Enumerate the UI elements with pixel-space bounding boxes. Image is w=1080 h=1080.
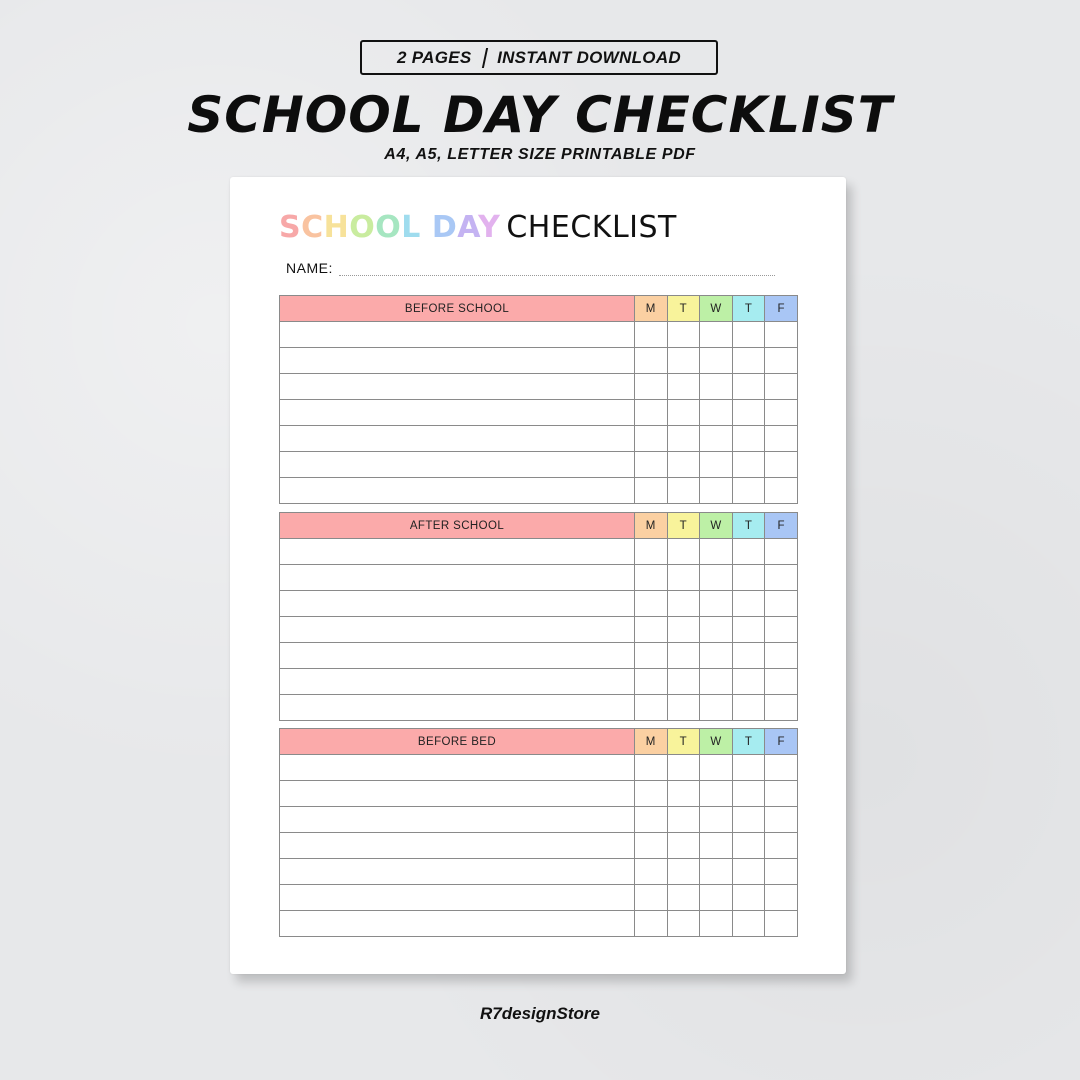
badge-divider <box>481 48 487 68</box>
check-cell[interactable] <box>635 859 668 885</box>
table-row <box>280 833 798 859</box>
table-row <box>280 617 798 643</box>
check-cell[interactable] <box>635 591 668 617</box>
check-cell[interactable] <box>765 911 798 937</box>
table-row <box>280 643 798 669</box>
check-cell[interactable] <box>732 911 765 937</box>
check-cell[interactable] <box>765 478 798 504</box>
check-cell[interactable] <box>635 669 668 695</box>
check-cell[interactable] <box>635 322 668 348</box>
check-cell[interactable] <box>732 452 765 478</box>
table-row <box>280 565 798 591</box>
check-cell[interactable] <box>732 322 765 348</box>
check-cell[interactable] <box>635 781 668 807</box>
check-cell[interactable] <box>700 452 733 478</box>
check-cell[interactable] <box>732 539 765 565</box>
section-table <box>279 728 798 937</box>
task-cell[interactable] <box>280 643 635 669</box>
day-header: W <box>700 296 733 322</box>
table-row <box>280 400 798 426</box>
task-cell[interactable] <box>280 695 635 721</box>
task-cell[interactable] <box>280 807 635 833</box>
check-cell[interactable] <box>635 643 668 669</box>
check-cell[interactable] <box>732 781 765 807</box>
check-cell[interactable] <box>667 452 700 478</box>
check-cell[interactable] <box>667 833 700 859</box>
check-cell[interactable] <box>700 859 733 885</box>
section-header-row <box>280 296 798 322</box>
checklist-sheet <box>230 177 846 974</box>
check-cell[interactable] <box>765 426 798 452</box>
check-cell[interactable] <box>700 911 733 937</box>
check-cell[interactable] <box>765 322 798 348</box>
check-cell[interactable] <box>635 426 668 452</box>
table-row <box>280 911 798 937</box>
task-cell[interactable] <box>280 669 635 695</box>
check-cell[interactable] <box>765 452 798 478</box>
day-header: M <box>635 729 668 755</box>
check-cell[interactable] <box>732 565 765 591</box>
check-cell[interactable] <box>765 807 798 833</box>
table-row <box>280 322 798 348</box>
check-cell[interactable] <box>667 348 700 374</box>
section-title: BEFORE BED <box>280 729 635 755</box>
check-cell[interactable] <box>700 591 733 617</box>
check-cell[interactable] <box>765 643 798 669</box>
name-label: NAME: <box>286 260 333 276</box>
check-cell[interactable] <box>765 374 798 400</box>
table-row <box>280 426 798 452</box>
title-letter: S <box>279 210 302 245</box>
sheet-title-rainbow <box>279 210 500 245</box>
check-cell[interactable] <box>700 669 733 695</box>
check-cell[interactable] <box>667 478 700 504</box>
check-cell[interactable] <box>700 539 733 565</box>
check-cell[interactable] <box>732 426 765 452</box>
check-cell[interactable] <box>732 833 765 859</box>
check-cell[interactable] <box>765 400 798 426</box>
sheet-title <box>279 210 677 246</box>
title-letter <box>421 210 432 245</box>
title-letter: A <box>457 210 479 245</box>
check-cell[interactable] <box>765 885 798 911</box>
section-header-row <box>280 513 798 539</box>
check-cell[interactable] <box>635 695 668 721</box>
check-cell[interactable] <box>700 348 733 374</box>
table-row <box>280 859 798 885</box>
table-row <box>280 374 798 400</box>
day-header: T <box>667 513 700 539</box>
section-header-row <box>280 729 798 755</box>
check-cell[interactable] <box>700 781 733 807</box>
store-name: R7designStore <box>480 1004 600 1023</box>
check-cell[interactable] <box>700 885 733 911</box>
check-cell[interactable] <box>700 755 733 781</box>
check-cell[interactable] <box>700 695 733 721</box>
check-cell[interactable] <box>667 374 700 400</box>
check-cell[interactable] <box>765 591 798 617</box>
day-header: T <box>667 296 700 322</box>
check-cell[interactable] <box>732 669 765 695</box>
check-cell[interactable] <box>667 643 700 669</box>
table-row <box>280 669 798 695</box>
check-cell[interactable] <box>765 565 798 591</box>
check-cell[interactable] <box>635 807 668 833</box>
table-row <box>280 807 798 833</box>
check-cell[interactable] <box>732 885 765 911</box>
task-cell[interactable] <box>280 452 635 478</box>
check-cell[interactable] <box>700 426 733 452</box>
title-letter: O <box>375 210 402 245</box>
check-cell[interactable] <box>635 565 668 591</box>
check-cell[interactable] <box>667 539 700 565</box>
badge-download: INSTANT DOWNLOAD <box>497 47 681 67</box>
check-cell[interactable] <box>635 478 668 504</box>
check-cell[interactable] <box>765 617 798 643</box>
check-cell[interactable] <box>732 591 765 617</box>
day-header: W <box>700 513 733 539</box>
day-header: F <box>765 729 798 755</box>
task-cell[interactable] <box>280 833 635 859</box>
check-cell[interactable] <box>732 348 765 374</box>
task-cell[interactable] <box>280 911 635 937</box>
subtitle: A4, A5, LETTER SIZE PRINTABLE PDF <box>384 146 696 163</box>
title-letter: D <box>431 210 458 245</box>
check-cell[interactable] <box>635 885 668 911</box>
table-row <box>280 695 798 721</box>
title-letter: Y <box>478 210 501 245</box>
table-row <box>280 591 798 617</box>
task-cell[interactable] <box>280 591 635 617</box>
title-letter: H <box>323 210 350 245</box>
check-cell[interactable] <box>700 478 733 504</box>
check-cell[interactable] <box>700 643 733 669</box>
check-cell[interactable] <box>635 452 668 478</box>
day-header: T <box>732 729 765 755</box>
task-cell[interactable] <box>280 478 635 504</box>
check-cell[interactable] <box>635 911 668 937</box>
day-header: M <box>635 513 668 539</box>
task-cell[interactable] <box>280 755 635 781</box>
check-cell[interactable] <box>700 322 733 348</box>
table-row <box>280 885 798 911</box>
name-line[interactable] <box>339 263 775 276</box>
check-cell[interactable] <box>765 348 798 374</box>
task-cell[interactable] <box>280 322 635 348</box>
main-title: SCHOOL DAY CHECKLIST <box>187 86 893 144</box>
task-cell[interactable] <box>280 781 635 807</box>
sheet-title-checklist: CHECKLIST <box>506 210 677 245</box>
check-cell[interactable] <box>667 565 700 591</box>
check-cell[interactable] <box>732 695 765 721</box>
check-cell[interactable] <box>765 695 798 721</box>
check-cell[interactable] <box>732 643 765 669</box>
day-header: W <box>700 729 733 755</box>
check-cell[interactable] <box>765 539 798 565</box>
check-cell[interactable] <box>732 807 765 833</box>
badge-pages: 2 PAGES <box>397 47 472 67</box>
table-row <box>280 755 798 781</box>
title-letter: L <box>401 210 421 245</box>
table-row <box>280 781 798 807</box>
check-cell[interactable] <box>667 807 700 833</box>
task-cell[interactable] <box>280 617 635 643</box>
table-row <box>280 348 798 374</box>
check-cell[interactable] <box>765 859 798 885</box>
check-cell[interactable] <box>700 807 733 833</box>
day-header: T <box>667 729 700 755</box>
table-row <box>280 452 798 478</box>
section-title: BEFORE SCHOOL <box>280 296 635 322</box>
check-cell[interactable] <box>635 348 668 374</box>
check-cell[interactable] <box>667 755 700 781</box>
title-letter: O <box>349 210 376 245</box>
day-header: M <box>635 296 668 322</box>
check-cell[interactable] <box>732 859 765 885</box>
check-cell[interactable] <box>765 669 798 695</box>
check-cell[interactable] <box>700 833 733 859</box>
day-header: T <box>732 296 765 322</box>
check-cell[interactable] <box>667 695 700 721</box>
check-cell[interactable] <box>635 374 668 400</box>
name-row <box>286 260 775 276</box>
check-cell[interactable] <box>667 400 700 426</box>
check-cell[interactable] <box>700 617 733 643</box>
check-cell[interactable] <box>765 755 798 781</box>
check-cell[interactable] <box>732 400 765 426</box>
section-title: AFTER SCHOOL <box>280 513 635 539</box>
title-letter: C <box>301 210 324 245</box>
check-cell[interactable] <box>635 539 668 565</box>
check-cell[interactable] <box>667 781 700 807</box>
task-cell[interactable] <box>280 374 635 400</box>
check-cell[interactable] <box>667 911 700 937</box>
table-row <box>280 478 798 504</box>
section-table <box>279 295 798 504</box>
check-cell[interactable] <box>635 755 668 781</box>
check-cell[interactable] <box>667 322 700 348</box>
task-cell[interactable] <box>280 885 635 911</box>
check-cell[interactable] <box>667 859 700 885</box>
check-cell[interactable] <box>732 478 765 504</box>
task-cell[interactable] <box>280 539 635 565</box>
check-cell[interactable] <box>732 755 765 781</box>
check-cell[interactable] <box>667 591 700 617</box>
task-cell[interactable] <box>280 348 635 374</box>
product-badge <box>360 40 718 75</box>
task-cell[interactable] <box>280 565 635 591</box>
check-cell[interactable] <box>667 885 700 911</box>
check-cell[interactable] <box>635 833 668 859</box>
check-cell[interactable] <box>700 400 733 426</box>
check-cell[interactable] <box>635 617 668 643</box>
check-cell[interactable] <box>667 669 700 695</box>
day-header: T <box>732 513 765 539</box>
task-cell[interactable] <box>280 400 635 426</box>
day-header: F <box>765 513 798 539</box>
task-cell[interactable] <box>280 426 635 452</box>
section-table <box>279 512 798 721</box>
check-cell[interactable] <box>765 781 798 807</box>
check-cell[interactable] <box>700 374 733 400</box>
check-cell[interactable] <box>732 617 765 643</box>
task-cell[interactable] <box>280 859 635 885</box>
check-cell[interactable] <box>732 374 765 400</box>
day-header: F <box>765 296 798 322</box>
check-cell[interactable] <box>667 426 700 452</box>
check-cell[interactable] <box>765 833 798 859</box>
check-cell[interactable] <box>667 617 700 643</box>
check-cell[interactable] <box>700 565 733 591</box>
table-row <box>280 539 798 565</box>
check-cell[interactable] <box>635 400 668 426</box>
